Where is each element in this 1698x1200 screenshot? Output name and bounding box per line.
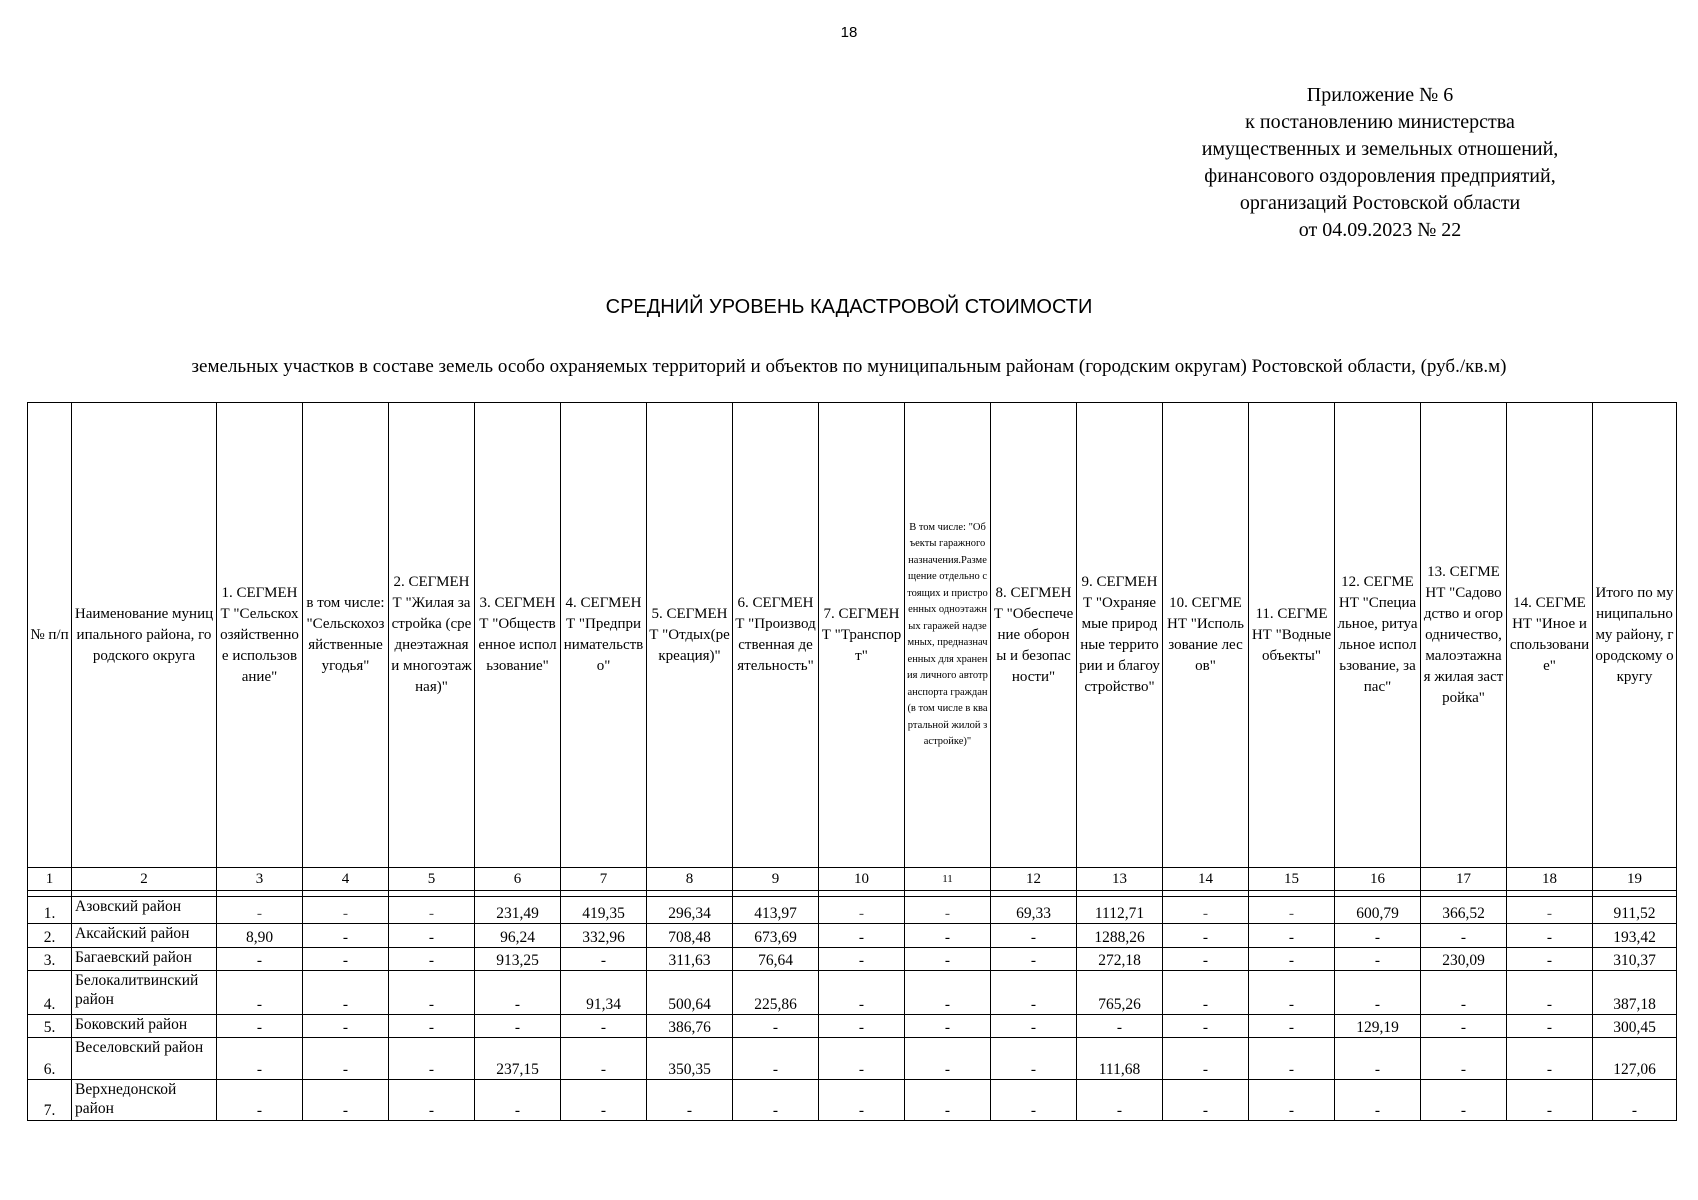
value-cell: - <box>1163 897 1249 924</box>
value-cell: - <box>1163 1038 1249 1080</box>
value-cell: 193,42 <box>1593 924 1677 948</box>
value-cell: - <box>819 1015 905 1038</box>
value-cell: - <box>303 897 389 924</box>
value-cell: - <box>1507 897 1593 924</box>
value-cell: 8,90 <box>217 924 303 948</box>
value-cell: - <box>1249 897 1335 924</box>
value-cell: - <box>217 971 303 1015</box>
value-cell: - <box>1163 1015 1249 1038</box>
column-number: 15 <box>1249 868 1335 891</box>
value-cell: 129,19 <box>1335 1015 1421 1038</box>
column-number: 11 <box>905 868 991 891</box>
value-cell: - <box>905 924 991 948</box>
value-cell: - <box>819 924 905 948</box>
document-title: СРЕДНИЙ УРОВЕНЬ КАДАСТРОВОЙ СТОИМОСТИ <box>605 296 1093 318</box>
value-cell: - <box>733 1015 819 1038</box>
value-cell: - <box>647 1080 733 1121</box>
value-cell: - <box>1077 1015 1163 1038</box>
value-cell: - <box>905 1080 991 1121</box>
table-row <box>28 971 1677 1015</box>
value-cell: 419,35 <box>561 897 647 924</box>
value-cell: - <box>1421 1080 1507 1121</box>
column-number: 9 <box>733 868 819 891</box>
district-name: Белокалитвинский район <box>72 971 217 1015</box>
col-header-segment-9: 9. СЕГМЕНТ "Охраняемые природные территории и благоустройство" <box>1077 403 1163 868</box>
value-cell: - <box>819 1080 905 1121</box>
value-cell: - <box>1421 1038 1507 1080</box>
col-header-segment-11: 11. СЕГМЕНТ "Водные объекты" <box>1249 403 1335 868</box>
district-name: Верхнедонской район <box>72 1080 217 1121</box>
value-cell: - <box>389 897 475 924</box>
value-cell: - <box>1249 948 1335 971</box>
value-cell: - <box>1335 971 1421 1015</box>
value-cell: - <box>389 1038 475 1080</box>
value-cell: - <box>991 1038 1077 1080</box>
value-cell: - <box>1249 924 1335 948</box>
row-number: 3. <box>28 948 72 971</box>
document-subtitle: земельных участков в составе земель особо охраняемых территорий и объектов по муниципальным районам (городским округам) Ростовской области, (руб./кв.м) <box>191 356 1507 377</box>
value-cell: - <box>991 971 1077 1015</box>
col-header-total: Итого по муниципальному району, городскому округу <box>1593 403 1677 868</box>
value-cell: - <box>1421 1015 1507 1038</box>
value-cell: 230,09 <box>1421 948 1507 971</box>
value-cell: - <box>1421 971 1507 1015</box>
column-number: 5 <box>389 868 475 891</box>
row-number: 1. <box>28 897 72 924</box>
value-cell: - <box>733 1080 819 1121</box>
value-cell: - <box>1507 948 1593 971</box>
col-header-segment-13: 13. СЕГМЕНТ "Садоводство и огородничество, малоэтажная жилая застройка" <box>1421 403 1507 868</box>
cadastral-value-table <box>27 402 1677 1121</box>
value-cell: - <box>217 1038 303 1080</box>
value-cell: - <box>991 1015 1077 1038</box>
value-cell: 311,63 <box>647 948 733 971</box>
col-header-segment-4: 4. СЕГМЕНТ "Предпринимательство" <box>561 403 647 868</box>
column-number: 12 <box>991 868 1077 891</box>
district-name: Аксайский район <box>72 924 217 948</box>
value-cell: - <box>1593 1080 1677 1121</box>
table-row <box>28 1015 1677 1038</box>
value-cell: 296,34 <box>647 897 733 924</box>
value-cell: - <box>905 948 991 971</box>
column-number-row <box>28 868 1677 891</box>
value-cell: - <box>1335 1080 1421 1121</box>
column-number: 13 <box>1077 868 1163 891</box>
col-header-segment-7: 7. СЕГМЕНТ "Транспорт" <box>819 403 905 868</box>
value-cell: 911,52 <box>1593 897 1677 924</box>
value-cell: - <box>561 948 647 971</box>
value-cell: 708,48 <box>647 924 733 948</box>
column-number: 18 <box>1507 868 1593 891</box>
column-number: 19 <box>1593 868 1677 891</box>
value-cell: 765,26 <box>1077 971 1163 1015</box>
value-cell: - <box>1507 1038 1593 1080</box>
value-cell: 310,37 <box>1593 948 1677 971</box>
value-cell: - <box>303 948 389 971</box>
value-cell: - <box>1335 948 1421 971</box>
value-cell: - <box>1249 971 1335 1015</box>
col-header-segment-2: 2. СЕГМЕНТ "Жилая застройка (среднеэтажная и многоэтажная)" <box>389 403 475 868</box>
value-cell: 387,18 <box>1593 971 1677 1015</box>
table-row <box>28 948 1677 971</box>
value-cell: - <box>303 1015 389 1038</box>
value-cell: 913,25 <box>475 948 561 971</box>
value-cell: - <box>389 971 475 1015</box>
row-number: 7. <box>28 1080 72 1121</box>
col-header-district: Наименование муниципального района, городского округа <box>72 403 217 868</box>
value-cell: - <box>303 1038 389 1080</box>
value-cell: 237,15 <box>475 1038 561 1080</box>
column-number: 6 <box>475 868 561 891</box>
appendix-line: финансового оздоровления предприятий, <box>1204 165 1556 187</box>
value-cell: - <box>1249 1015 1335 1038</box>
value-cell: - <box>303 971 389 1015</box>
value-cell: - <box>1249 1038 1335 1080</box>
table-row <box>28 924 1677 948</box>
value-cell: - <box>1421 924 1507 948</box>
value-cell: - <box>1163 1080 1249 1121</box>
value-cell: - <box>389 1080 475 1121</box>
value-cell: 91,34 <box>561 971 647 1015</box>
value-cell: - <box>991 924 1077 948</box>
value-cell: - <box>475 1080 561 1121</box>
value-cell: - <box>389 948 475 971</box>
value-cell: 600,79 <box>1335 897 1421 924</box>
value-cell: 673,69 <box>733 924 819 948</box>
column-number: 3 <box>217 868 303 891</box>
district-name: Азовский район <box>72 897 217 924</box>
value-cell: - <box>819 897 905 924</box>
table-row <box>28 1080 1677 1121</box>
appendix-line: к постановлению министерства <box>1245 111 1515 133</box>
value-cell: - <box>1249 1080 1335 1121</box>
value-cell: - <box>1335 924 1421 948</box>
col-header-index: № п/п <box>28 403 72 868</box>
value-cell: 76,64 <box>733 948 819 971</box>
value-cell: - <box>1163 948 1249 971</box>
value-cell: - <box>217 948 303 971</box>
value-cell: - <box>217 897 303 924</box>
col-header-segment-12: 12. СЕГМЕНТ "Специальное, ритуальное использование, запас" <box>1335 403 1421 868</box>
col-header-garages: В том числе: "Объекты гаражного назначения.Размещение отдельно стоящих и пристроенных одноэтажных гаражей надземных, предназначенных для хранения личного автотранспорта граждан (в том числе в квартальной жилой застройке)" <box>905 403 991 868</box>
value-cell: - <box>303 1080 389 1121</box>
column-number: 7 <box>561 868 647 891</box>
value-cell: - <box>561 1038 647 1080</box>
value-cell: 111,68 <box>1077 1038 1163 1080</box>
value-cell: - <box>1507 971 1593 1015</box>
value-cell: - <box>561 1080 647 1121</box>
appendix-block <box>1120 82 1640 244</box>
value-cell: - <box>819 1038 905 1080</box>
column-number: 17 <box>1421 868 1507 891</box>
value-cell: - <box>389 924 475 948</box>
column-number: 14 <box>1163 868 1249 891</box>
value-cell: 69,33 <box>991 897 1077 924</box>
value-cell: - <box>475 971 561 1015</box>
value-cell: 332,96 <box>561 924 647 948</box>
table-body <box>28 897 1677 1121</box>
col-header-agricultural-land: в том числе: "Сельскохозяйственные угодья" <box>303 403 389 868</box>
row-number: 4. <box>28 971 72 1015</box>
district-name: Боковский район <box>72 1015 217 1038</box>
value-cell: - <box>303 924 389 948</box>
col-header-segment-10: 10. СЕГМЕНТ "Использование лесов" <box>1163 403 1249 868</box>
district-name: Багаевский район <box>72 948 217 971</box>
col-header-segment-8: 8. СЕГМЕНТ "Обеспечение обороны и безопасности" <box>991 403 1077 868</box>
value-cell: - <box>1507 1080 1593 1121</box>
row-number: 5. <box>28 1015 72 1038</box>
value-cell: - <box>905 1038 991 1080</box>
value-cell: - <box>991 1080 1077 1121</box>
value-cell: 1112,71 <box>1077 897 1163 924</box>
col-header-segment-3: 3. СЕГМЕНТ "Общественное использование" <box>475 403 561 868</box>
district-name: Веселовский район <box>72 1038 217 1080</box>
value-cell: - <box>1077 1080 1163 1121</box>
value-cell: 500,64 <box>647 971 733 1015</box>
value-cell: 300,45 <box>1593 1015 1677 1038</box>
appendix-line: имущественных и земельных отношений, <box>1201 138 1559 160</box>
column-number: 4 <box>303 868 389 891</box>
appendix-line: Приложение № 6 <box>1306 84 1454 106</box>
value-cell: 413,97 <box>733 897 819 924</box>
col-header-segment-6: 6. СЕГМЕНТ "Производственная деятельность" <box>733 403 819 868</box>
header-row <box>28 403 1677 868</box>
column-number: 16 <box>1335 868 1421 891</box>
value-cell: 272,18 <box>1077 948 1163 971</box>
value-cell: 96,24 <box>475 924 561 948</box>
value-cell: - <box>733 1038 819 1080</box>
value-cell: 127,06 <box>1593 1038 1677 1080</box>
value-cell: - <box>819 948 905 971</box>
appendix-line: организаций Ростовской области <box>1239 192 1521 214</box>
row-number: 2. <box>28 924 72 948</box>
value-cell: 386,76 <box>647 1015 733 1038</box>
appendix-line: от 04.09.2023 № 22 <box>1298 219 1462 241</box>
value-cell: - <box>475 1015 561 1038</box>
value-cell: - <box>217 1080 303 1121</box>
value-cell: - <box>1507 924 1593 948</box>
col-header-segment-5: 5. СЕГМЕНТ "Отдых(рекреация)" <box>647 403 733 868</box>
value-cell: 231,49 <box>475 897 561 924</box>
col-header-segment-1: 1. СЕГМЕНТ "Сельскохозяйственное использование" <box>217 403 303 868</box>
value-cell: - <box>1163 971 1249 1015</box>
value-cell: 350,35 <box>647 1038 733 1080</box>
value-cell: - <box>905 971 991 1015</box>
table-row <box>28 1038 1677 1080</box>
table-row <box>28 897 1677 924</box>
column-number: 1 <box>28 868 72 891</box>
column-number: 10 <box>819 868 905 891</box>
column-number: 8 <box>647 868 733 891</box>
column-number: 2 <box>72 868 217 891</box>
value-cell: 366,52 <box>1421 897 1507 924</box>
col-header-segment-14: 14. СЕГМЕНТ "Иное использование" <box>1507 403 1593 868</box>
value-cell: - <box>991 948 1077 971</box>
value-cell: - <box>561 1015 647 1038</box>
value-cell: - <box>1335 1038 1421 1080</box>
value-cell: - <box>1163 924 1249 948</box>
value-cell: - <box>905 1015 991 1038</box>
row-number: 6. <box>28 1038 72 1080</box>
value-cell: 225,86 <box>733 971 819 1015</box>
value-cell: - <box>389 1015 475 1038</box>
value-cell: - <box>1507 1015 1593 1038</box>
value-cell: - <box>217 1015 303 1038</box>
value-cell: - <box>905 897 991 924</box>
value-cell: 1288,26 <box>1077 924 1163 948</box>
page-number: 18 <box>840 24 858 41</box>
value-cell: - <box>819 971 905 1015</box>
